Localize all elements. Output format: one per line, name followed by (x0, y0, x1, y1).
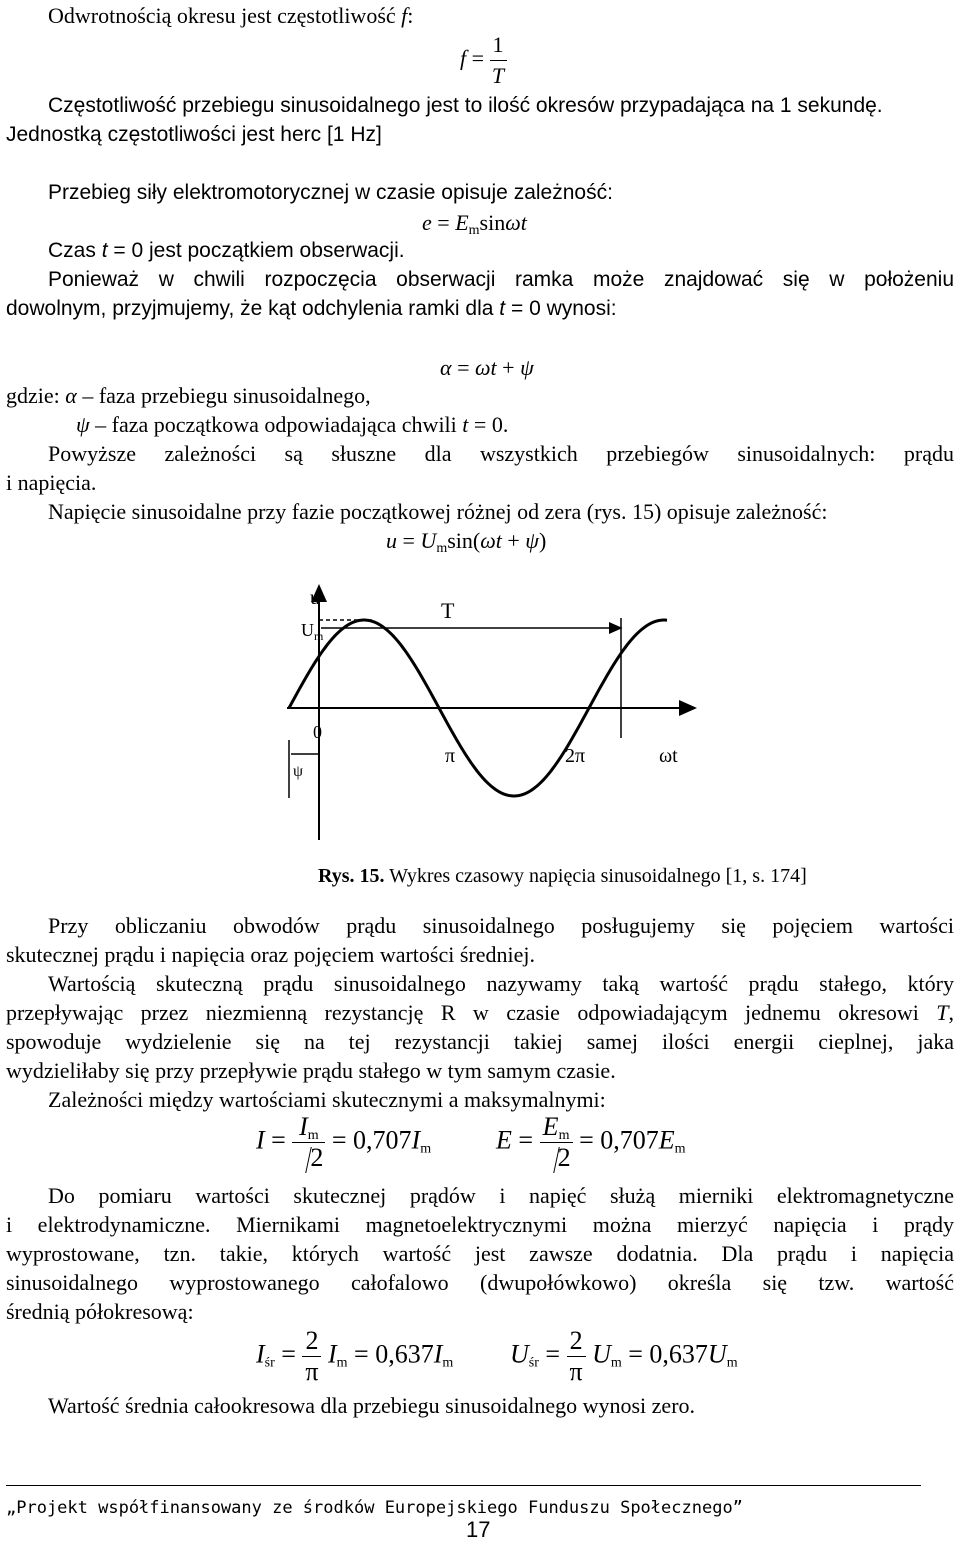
equation-rms-current (256, 1112, 431, 1173)
eq-op: = (451, 355, 475, 380)
eq-alpha: α (440, 355, 452, 380)
eq-op: = (397, 528, 421, 553)
paragraph-meters-line1: Do pomiaru wartości skutecznej prądów i napięć służą mierniki elektromagnetyczne (48, 1183, 954, 1208)
var-f: f (401, 3, 408, 28)
footer-text: „Projekt współfinansowany ze środków Europejskiego Funduszu Społecznego” (6, 1498, 743, 1518)
paragraph-rms-def-line4: wydzieliłaby się przy przepływie prądu stałego w tym samym czasie. (6, 1058, 616, 1083)
eq-Im: I (411, 1125, 421, 1155)
eq-Im: I (299, 1112, 308, 1141)
var-t: t (499, 297, 506, 320)
eq-Em: E (658, 1125, 675, 1155)
eq-plus: + (496, 355, 521, 380)
sine-wave-figure (255, 578, 705, 848)
eq-wt: ωt (480, 528, 502, 553)
paragraph-rms-relations: Zależności między wartościami skutecznymi a maksymalnymi: (48, 1087, 606, 1112)
fraction (490, 30, 507, 91)
sym-psi: ψ (76, 412, 90, 437)
fraction (540, 1112, 573, 1173)
eq-sub-sr: śr (264, 1355, 275, 1371)
eq-U: U (592, 1339, 611, 1369)
eq-plus: + (501, 528, 526, 553)
label-period-t: T (441, 598, 455, 623)
eq-sub: m (436, 541, 448, 556)
eq-value: = 0,637 (621, 1339, 708, 1369)
eq-Em: E (542, 1112, 559, 1141)
eq-U: U (510, 1339, 529, 1369)
denominator: π (569, 1357, 583, 1386)
eq-sub: m (468, 223, 480, 238)
eq-sub: m (726, 1355, 738, 1371)
text: dowolnym, przyjmujemy, że kąt odchylenia ramki dla (6, 297, 500, 320)
paragraph-rms-intro-line1: Przy obliczaniu obwodów prądu sinusoidalnego posługujemy się pojęciem wartości (48, 913, 954, 938)
text: , (948, 1000, 954, 1025)
fraction (302, 1326, 321, 1387)
paragraph-hertz-unit: Jednostką częstotliwości jest herc [1 Hz] (6, 123, 382, 146)
eq-I: I (256, 1125, 265, 1155)
text: = 0 wynosi: (505, 297, 617, 320)
equation-frequency (460, 30, 507, 91)
label-um-main: U (301, 620, 314, 640)
equation-rms-emf (496, 1112, 686, 1173)
paragraph-emf-intro: Przebieg siły elektromotorycznej w czasie opisuje zależność: (48, 181, 613, 204)
eq-op: = (274, 1339, 303, 1369)
label-two-pi: 2π (565, 745, 586, 767)
eq-value: = 0,637 (347, 1339, 434, 1369)
page-number: 17 (466, 1517, 491, 1542)
paragraph-validity-line2: i napięcia. (6, 470, 97, 495)
paragraph-meters-line4: sinusoidalnego wyprostowanego całofalowo (dwupołówkowo) określa się tzw. wartość (6, 1270, 954, 1295)
eq-U: U (420, 528, 437, 553)
eq-lhs: e (422, 210, 432, 235)
text: przepływając przez niezmienną rezystancję R w czasie odpowiadającym jednemu okresowi (6, 1000, 919, 1025)
paragraph-full-period-average: Wartość średnia całookresowa dla przebiegu sinusoidalnego wynosi zero. (48, 1393, 696, 1418)
eq-op: = (264, 1125, 293, 1155)
eq-op: = (466, 45, 485, 71)
eq-U: U (707, 1339, 727, 1369)
paragraph-rms-def-line2 (6, 999, 954, 1027)
label-psi: ψ (293, 763, 304, 780)
paragraph-phase-line1: Ponieważ w chwili rozpoczęcia obserwacji ramka może znajdować się w położeniu (48, 268, 954, 291)
equation-emf (422, 209, 527, 237)
eq-sub: m (558, 1128, 570, 1143)
eq-sub: m (442, 1355, 454, 1371)
text: = 0 jest początkiem obserwacji. (107, 239, 405, 262)
paragraph-meters-line2: i elektrodynamiczne. Miernikami magnetoelektrycznymi można mierzyć napięcia i prądy (6, 1212, 954, 1237)
paragraph-rms-def-line1: Wartością skuteczną prądu sinusoidalnego nazywamy taką wartość prądu stałego, który (48, 971, 954, 996)
text: Odwrotnością okresu jest częstotliwość (48, 3, 396, 28)
radicand: 2 (310, 1143, 324, 1172)
paragraph-frequency-intro (48, 2, 413, 30)
var-t: t (101, 239, 108, 262)
denominator: T (491, 63, 505, 88)
eq-op: = (511, 1125, 540, 1155)
paragraph-time-zero (48, 237, 405, 265)
paragraph-validity-line1: Powyższe zależności są słuszne dla wszystkich przebiegów sinusoidalnych: prądu (48, 441, 954, 466)
numerator (540, 1112, 573, 1143)
eq-value: = 0,707 (579, 1125, 659, 1155)
eq-op: = (431, 210, 456, 235)
fraction (567, 1326, 586, 1387)
text: = 0. (468, 412, 509, 437)
eq-arg: ωt (505, 210, 527, 235)
paragraph-rms-def-line3: spowoduje wydzielenie się na tej rezystancji takiej samej ilości energii cieplnej, jaka (6, 1029, 954, 1054)
paragraph-frequency-definition: Częstotliwość przebiegu sinusoidalnego jest to ilość okresów przypadająca na 1 sekundę. (48, 94, 883, 117)
equation-avg-current (256, 1326, 453, 1387)
eq-E: E (496, 1125, 512, 1155)
label-pi: π (445, 745, 456, 767)
eq-sub: m (420, 1141, 432, 1157)
label-um-sub: m (314, 629, 324, 643)
text: gdzie: (6, 383, 66, 408)
paragraph-meters-line3: wyprostowane, tzn. takie, których wartość jest zawsze dodatnia. Dla prądu i napięcia (6, 1241, 954, 1266)
footer-rule (6, 1485, 921, 1486)
paragraph-phase-line2 (6, 295, 617, 323)
label-omega-t: ωt (659, 745, 678, 767)
numerator: 1 (490, 30, 507, 61)
denominator (540, 1143, 573, 1173)
numerator: 2 (567, 1326, 586, 1357)
eq-psi: ψ (525, 528, 539, 553)
eq-wt: ωt (474, 355, 497, 380)
radicand: 2 (557, 1143, 571, 1172)
numerator: 2 (302, 1326, 321, 1357)
text: : (407, 3, 414, 28)
sqrt (540, 1143, 573, 1173)
axis-label-u: u (310, 587, 320, 609)
where-alpha (6, 382, 371, 410)
sqrt (292, 1143, 325, 1173)
text: Czas (48, 239, 102, 262)
eq-I: I (256, 1339, 265, 1369)
equation-avg-voltage (510, 1326, 738, 1387)
fraction (292, 1112, 325, 1173)
eq-sub-sr: śr (528, 1355, 539, 1371)
eq-value: = 0,707 (331, 1125, 412, 1155)
where-psi (76, 411, 508, 439)
var-t: t (462, 412, 469, 437)
eq-sub: m (610, 1355, 622, 1371)
denominator (292, 1143, 325, 1173)
eq-u: u (386, 528, 397, 553)
paragraph-rms-intro-line2: skutecznej prądu i napięcia oraz pojęciem wartości średniej. (6, 942, 535, 967)
paragraph-voltage-intro: Napięcie sinusoidalne przy fazie początkowej różnej od zera (rys. 15) opisuje zależność: (48, 499, 828, 524)
eq-lhs: f (460, 45, 467, 71)
numerator (292, 1112, 325, 1143)
eq-I: I (433, 1339, 443, 1369)
equation-voltage (386, 527, 546, 555)
eq-sub: m (336, 1355, 348, 1371)
eq-close: ) (538, 528, 547, 553)
eq-sin: sin (479, 210, 506, 235)
equation-alpha (440, 354, 534, 382)
caption-label: Rys. 15. (318, 865, 385, 887)
figure-caption (318, 862, 807, 890)
var-T: T (936, 1000, 949, 1025)
eq-psi: ψ (520, 355, 534, 380)
text: – faza przebiegu sinusoidalnego, (76, 383, 371, 408)
eq-op: = (538, 1339, 567, 1369)
caption-text: Wykres czasowy napięcia sinusoidalnego [1, s. 174] (384, 865, 807, 887)
eq-sub: m (674, 1141, 686, 1157)
eq-I: I (327, 1339, 337, 1369)
label-origin-zero: 0 (313, 722, 322, 742)
denominator: π (305, 1357, 319, 1386)
text: – faza początkowa odpowiadająca chwili (89, 412, 463, 437)
eq-sin: sin( (447, 528, 481, 553)
paragraph-meters-line5: średnią półokresową: (6, 1299, 194, 1324)
label-um (301, 620, 324, 643)
eq-sub: m (307, 1128, 319, 1143)
eq-E: E (455, 210, 469, 235)
sym-alpha: α (65, 383, 77, 408)
